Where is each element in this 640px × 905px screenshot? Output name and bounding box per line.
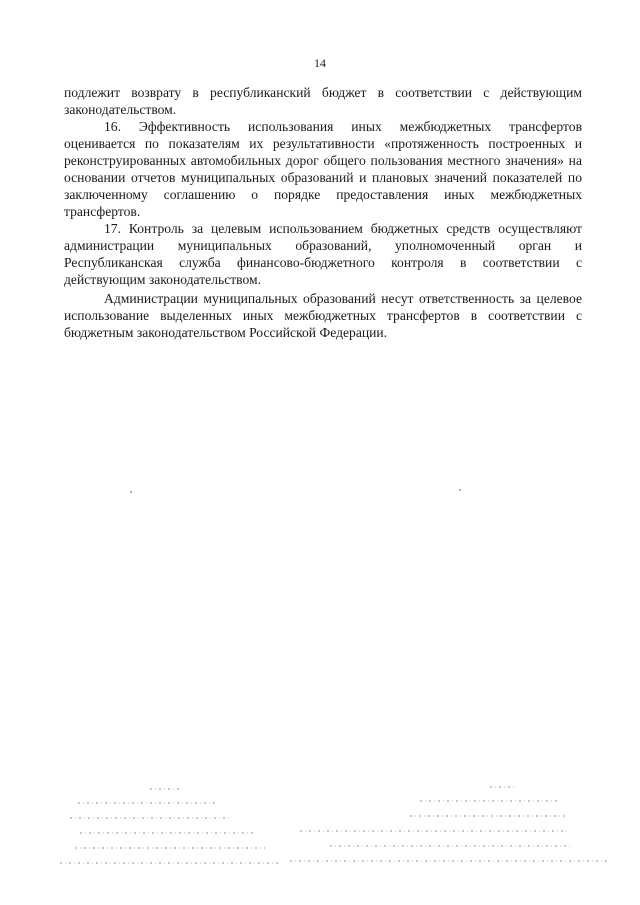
scan-speck-left: [130, 491, 132, 493]
document-body: [64, 84, 582, 341]
paragraph-16: 16. Эффективность использования иных межбюджетных трансфертов оценивается по показателям их результативности «протяженность построенных и реконструированных автомобильных дорог общего пользования местного значения» на основании отчетов муниципальных образований и плановых значений показателей по заключенному соглашению о порядке предоставления иных межбюджетных трансфертов.: [64, 119, 582, 219]
paragraph-continuation: подлежит возврату в республиканский бюджет в соответствии с действующим законодательством.: [64, 85, 582, 117]
scan-speck-right: [459, 489, 461, 491]
paragraph-responsibility: Администрации муниципальных образований несут ответственность за целевое использование выделенных иных межбюджетных трансфертов в соответствии с бюджетным законодательством Российской Федерации.: [64, 291, 582, 340]
page-number: 14: [314, 56, 326, 70]
paragraph-17: 17. Контроль за целевым использованием бюджетных средств осуществляют администрации муниципальных образований, уполномоченный орган и Республиканская служба финансово-бюджетного контроля в соответствии с действующим законодательством.: [64, 221, 582, 287]
